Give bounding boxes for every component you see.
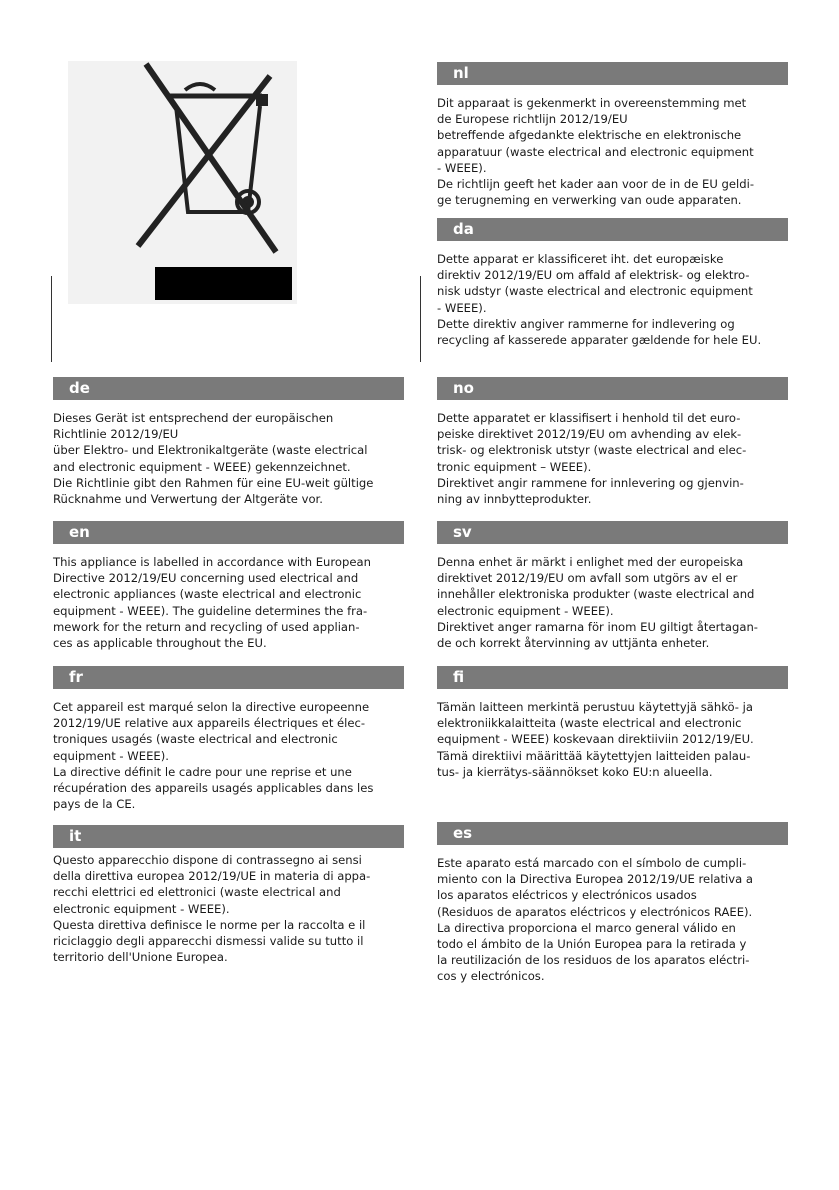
section-body: Dit apparaat is gekenmerkt in overeenstemming met de Europese richtlijn 2012/19/EU betreffende afgedankte elektrische en elektronische apparatuur (waste electrical and electronic equipment - WEEE). De richtlijn geeft het kader aan voor de in de EU geldi- ge terugneming en verwerking van oude apparaten. (437, 96, 755, 208)
section-header: no (437, 377, 788, 400)
middle-vertical-rule (420, 276, 421, 362)
section-fr (53, 666, 404, 812)
section-header: da (437, 218, 788, 241)
section-header: it (53, 825, 404, 848)
section-header: sv (437, 521, 788, 544)
section-de (53, 377, 404, 507)
section-header: en (53, 521, 404, 544)
section-header: fr (53, 666, 404, 689)
section-body: This appliance is labelled in accordance with European Directive 2012/19/EU concerning used electrical and electronic appliances (waste electrical and electronic equipment - WEEE). The guideline determines the fra- mework for the return and recycling of used applian- ces as applicable throughout the EU. (53, 555, 371, 651)
section-sv (437, 521, 788, 651)
section-body: Tämän laitteen merkintä perustuu käytettyjä sähkö- ja elektroniikkalaitteita (waste electrical and electronic equipment - WEEE) koskevaan direktiiviin 2012/19/EU. Tämä direktiivi määrittää käytettyjen laitteiden palau- tus- ja kierrätys-säännökset koko EU:n alueella. (437, 700, 754, 779)
crossed-out-wheelie-bin-icon (130, 62, 280, 262)
section-header: es (437, 822, 788, 845)
section-body: Cet appareil est marqué selon la directive europeenne 2012/19/UE relative aux appareils électriques et élec- troniques usagés (waste electrical and electronic equipment - WEEE). La directive définit le cadre pour une reprise et une récupération des appareils usagés applicables dans les pays de la CE. (53, 700, 374, 812)
section-en (53, 521, 404, 651)
section-header: de (53, 377, 404, 400)
section-header: fi (437, 666, 788, 689)
section-body: Denna enhet är märkt i enlighet med der europeiska direktivet 2012/19/EU om avfall som utgörs av el er innehåller elektroniska produkter (waste electrical and electronic equipment - WEEE). Direktivet anger ramarna för inom EU giltigt återtagan- de och korrekt återvinning av uttjänta enheter. (437, 555, 758, 651)
section-body: Questo apparecchio dispone di contrassegno ai sensi della direttiva europea 2012/19/UE in materia di appa- recchi elettrici ed elettronici (waste electrical and electronic equipment - WEEE). Questa direttiva definisce le norme per la raccolta e il riciclaggio degli apparecchi dismessi valide su tutto il territorio dell'Unione Europea. (53, 853, 371, 965)
section-fi (437, 666, 788, 780)
section-it (53, 825, 404, 965)
section-body: Dieses Gerät ist entsprechend der europäischen Richtlinie 2012/19/EU über Elektro- und Elektronikaltgeräte (waste electrical and electronic equipment - WEEE) gekennzeichnet. Die Richtlinie gibt den Rahmen für eine EU-weit gültige Rücknahme und Verwertung der Altgeräte vor. (53, 411, 374, 507)
section-body: Dette apparatet er klassifisert i henhold til det euro- peiske direktivet 2012/19/EU om avhending av elek- trisk- og elektronisk utstyr (waste electrical and elec- tronic equipment – WEEE). Direktivet angir rammene for innlevering og gjenvin- ning av innbytteprodukter. (437, 411, 747, 507)
weee-underline-bar (155, 267, 292, 300)
section-no (437, 377, 788, 507)
section-nl (437, 62, 788, 208)
section-header: nl (437, 62, 788, 85)
section-es (437, 822, 788, 985)
section-body: Este aparato está marcado con el símbolo de cumpli- miento con la Directiva Europea 2012/19/UE relativa a los aparatos eléctricos y electrónicos usados (Residuos de aparatos eléctricos y electrónicos RAEE). La directiva proporciona el marco general válido en todo el ámbito de la Unión Europea para la retirada y la reutilización de los residuos de los aparatos eléctri- cos y electrónicos. (437, 856, 754, 984)
section-body: Dette apparat er klassificeret iht. det europæiske direktiv 2012/19/EU om affald af elektrisk- og elektro- nisk udstyr (waste electrical and electronic equipment - WEEE). Dette direktiv angiver rammerne for indlevering og recycling af kasserede apparater gældende for hele EU. (437, 252, 762, 348)
section-da (437, 218, 788, 348)
left-vertical-rule (51, 276, 52, 362)
